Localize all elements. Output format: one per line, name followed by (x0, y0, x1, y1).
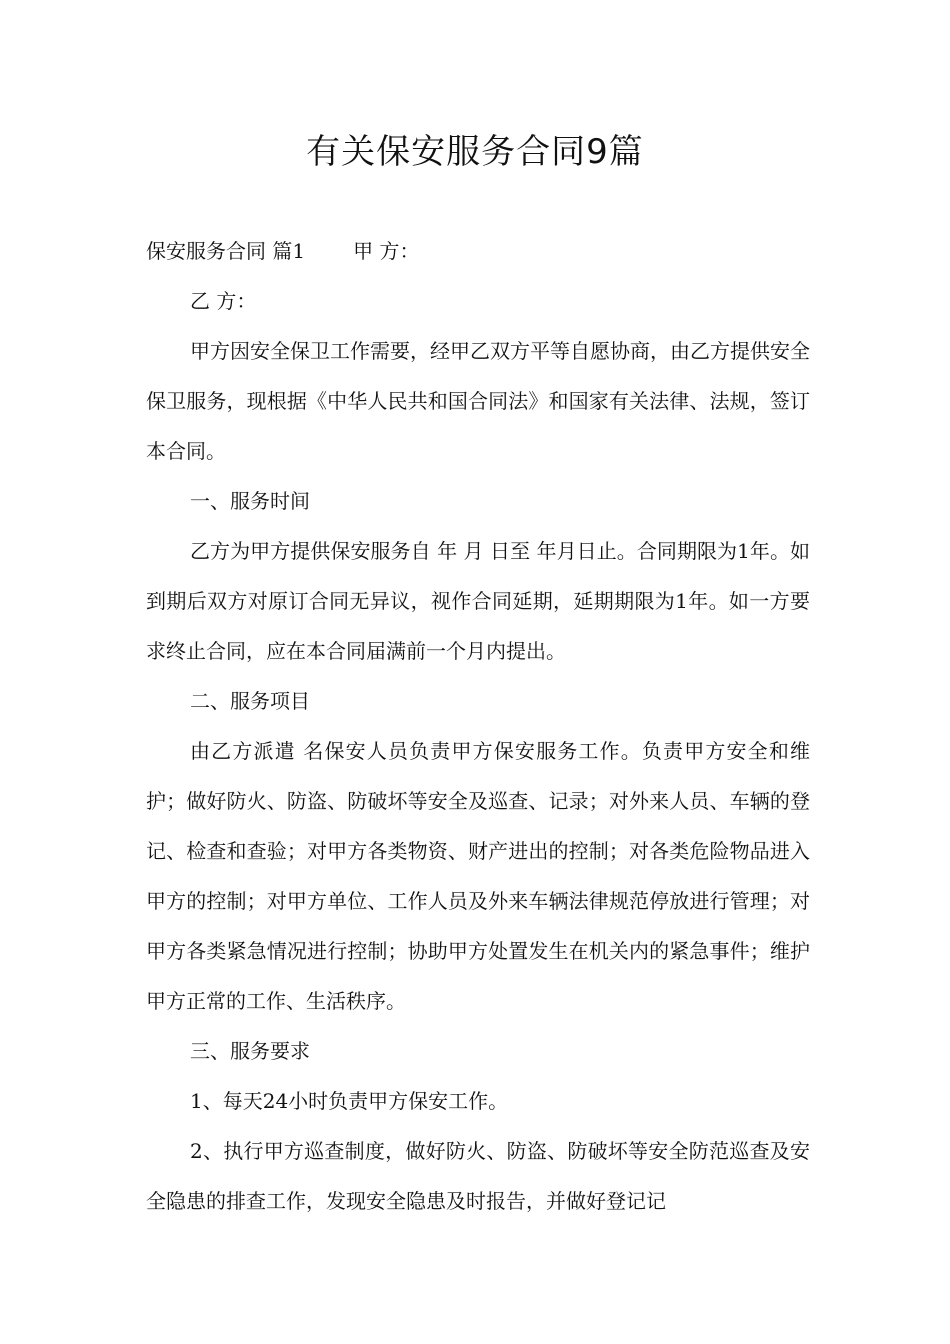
contract-heading: 保安服务合同 篇1 (146, 239, 306, 263)
section-heading-service-requirements: 三、服务要求 (190, 1039, 310, 1063)
document-title: 有关保安服务合同9篇 (306, 132, 644, 172)
section-heading-service-items: 二、服务项目 (190, 689, 310, 713)
document-body (146, 226, 810, 1226)
contract-first-line (146, 226, 810, 276)
requirement-item-2: 2、执行甲方巡查制度，做好防火、防盗、防破坏等安全防范巡查及安全隐患的排查工作，发现安全隐患及时报告，并做好登记记 (146, 1139, 810, 1213)
paragraph-preamble: 甲方因安全保卫工作需要，经甲乙双方平等自愿协商，由乙方提供安全保卫服务，现根据《中华人民共和国合同法》和国家有关法律、法规，签订本合同。 (146, 339, 810, 463)
requirement-item-1: 1、每天24小时负责甲方保安工作。 (190, 1089, 509, 1113)
party-a-label: 甲 方： (353, 239, 420, 263)
paragraph-service-time: 乙方为甲方提供保安服务自 年 月 日至 年月日止。合同期限为1年。如到期后双方对原订合同无异议，视作合同延期，延期期限为1年。如一方要求终止合同，应在本合同届满前一个月内提出。 (146, 539, 810, 663)
paragraph-service-items: 由乙方派遣 名保安人员负责甲方保安服务工作。负责甲方安全和维护；做好防火、防盗、防破坏等安全及巡查、记录；对外来人员、车辆的登记、检查和查验；对甲方各类物资、财产进出的控制；对各类危险物品进入甲方的控制；对甲方单位、工作人员及外来车辆法律规范停放进行管理；对甲方各类紧急情况进行控制；协助甲方处置发生在机关内的紧急事件；维护甲方正常的工作、生活秩序。 (146, 739, 810, 1013)
paragraph-party-b: 乙 方： (190, 289, 257, 313)
section-heading-service-time: 一、服务时间 (190, 489, 310, 513)
